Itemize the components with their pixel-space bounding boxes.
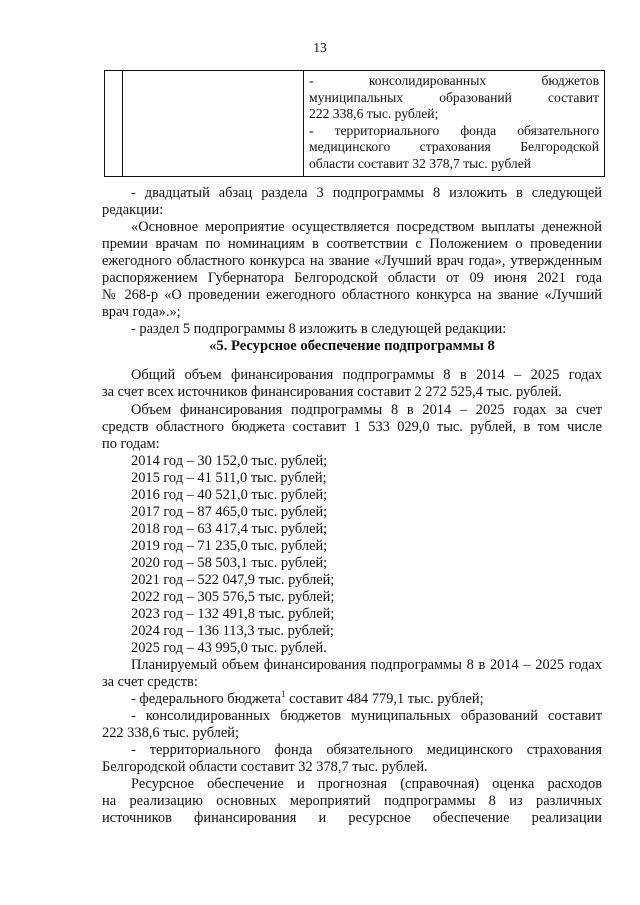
total-funding-line-2: за счет всех источников финансирования составит 2 272 525,4 тыс. рублей. [102, 384, 562, 400]
year-amount-2020: 2020 год – 58 503,1 тыс. рублей; [131, 555, 328, 571]
table-cell-line: медицинского страхования Белгородской [309, 139, 599, 155]
federal-budget-text-a: - федерального бюджета [131, 691, 281, 707]
total-funding-line-1: Общий объем финансирования подпрограммы 8 в 2014 – 2025 годах [131, 367, 602, 383]
regional-budget-line-2: средств областного бюджета составит 1 533 029,0 тыс. рублей, в том числе [102, 419, 602, 435]
funding-table-fragment [104, 70, 605, 177]
table-cell-funding-text [304, 71, 605, 177]
resource-provision-line-2: на реализацию основных мероприятий подпрограммы 8 из различных [102, 793, 602, 809]
quote-line-1: «Основное мероприятие осуществляется посредством выплаты денежной [131, 219, 602, 235]
year-amount-2024: 2024 год – 136 113,3 тыс. рублей; [131, 623, 334, 639]
municipal-budget-line-2: 222 338,6 тыс. рублей; [102, 725, 239, 741]
quote-line-4: распоряжением Губернатора Белгородской области от 09 июня 2021 года [102, 270, 602, 286]
planned-funding-line-2: за счет средств: [102, 674, 198, 690]
year-amount-2015: 2015 год – 41 511,0 тыс. рублей; [131, 470, 327, 486]
territorial-fund-line-2: Белгородской области составит 32 378,7 тыс. рублей. [102, 759, 428, 775]
year-amount-2017: 2017 год – 87 465,0 тыс. рублей; [131, 504, 328, 520]
table-cell-line: - территориального фонда обязательного [309, 122, 599, 138]
quote-line-6: врач года».»; [102, 304, 181, 320]
regional-budget-line-1: Объем финансирования подпрограммы 8 в 2014 – 2025 годах за счет [131, 402, 602, 418]
year-amount-2019: 2019 год – 71 235,0 тыс. рублей; [131, 538, 328, 554]
federal-budget-text-b: составит 484 779,1 тыс. рублей; [285, 691, 484, 707]
table-cell-empty-1 [105, 71, 123, 177]
resource-provision-line-3: источников финансирования и ресурсное обеспечение реализации [102, 810, 602, 826]
year-amount-2021: 2021 год – 522 047,9 тыс. рублей; [131, 572, 335, 588]
year-amount-2022: 2022 год – 305 576,5 тыс. рублей; [131, 589, 335, 605]
municipal-budget-line-1: - консолидированных бюджетов муниципальных образований составит [131, 708, 602, 724]
year-amount-2023: 2023 год – 132 491,8 тыс. рублей; [131, 606, 335, 622]
section-heading: «5. Ресурсное обеспечение подпрограммы 8 [209, 338, 495, 354]
amendment-para-2: - раздел 5 подпрограммы 8 изложить в следующей редакции: [131, 321, 507, 337]
table-cell-line: 222 338,6 тыс. рублей; [309, 106, 439, 122]
year-amount-2025: 2025 год – 43 995,0 тыс. рублей. [131, 640, 327, 656]
year-amount-2016: 2016 год – 40 521,0 тыс. рублей; [131, 487, 328, 503]
quote-line-3: ежегодного областного конкурса на звание «Лучший врач года», утвержденным [102, 253, 602, 269]
resource-provision-line-1: Ресурсное обеспечение и прогнозная (справочная) оценка расходов [131, 776, 602, 792]
year-amount-2018: 2018 год – 63 417,4 тыс. рублей; [131, 521, 328, 537]
quote-line-5: № 268-р «О проведении ежегодного областного конкурса на звание «Лучший [102, 287, 602, 303]
year-amount-2014: 2014 год – 30 152,0 тыс. рублей; [131, 453, 328, 469]
amendment-para-1-line-1: - двадцатый абзац раздела 3 подпрограммы 8 изложить в следующей [131, 185, 602, 201]
footnote-marker: 1 [280, 691, 286, 700]
table-cell-empty-2 [123, 71, 304, 177]
table-cell-line: - консолидированных бюджетов [309, 73, 599, 88]
table-cell-line: муниципальных образований составит [309, 89, 599, 105]
federal-budget-line [131, 691, 602, 708]
page-number: 13 [313, 40, 327, 55]
amendment-para-1-line-2: редакции: [102, 202, 164, 218]
table-cell-line: области составит 32 378,7 тыс. рублей [309, 155, 532, 171]
territorial-fund-line-1: - территориального фонда обязательного медицинского страхования [131, 742, 602, 758]
quote-line-2: премии врачам по номинациям в соответствии с Положением о проведении [102, 236, 602, 252]
regional-budget-line-3: по годам: [102, 436, 160, 452]
table-row [105, 71, 605, 177]
planned-funding-line-1: Планируемый объем финансирования подпрограммы 8 в 2014 – 2025 годах [131, 657, 602, 673]
